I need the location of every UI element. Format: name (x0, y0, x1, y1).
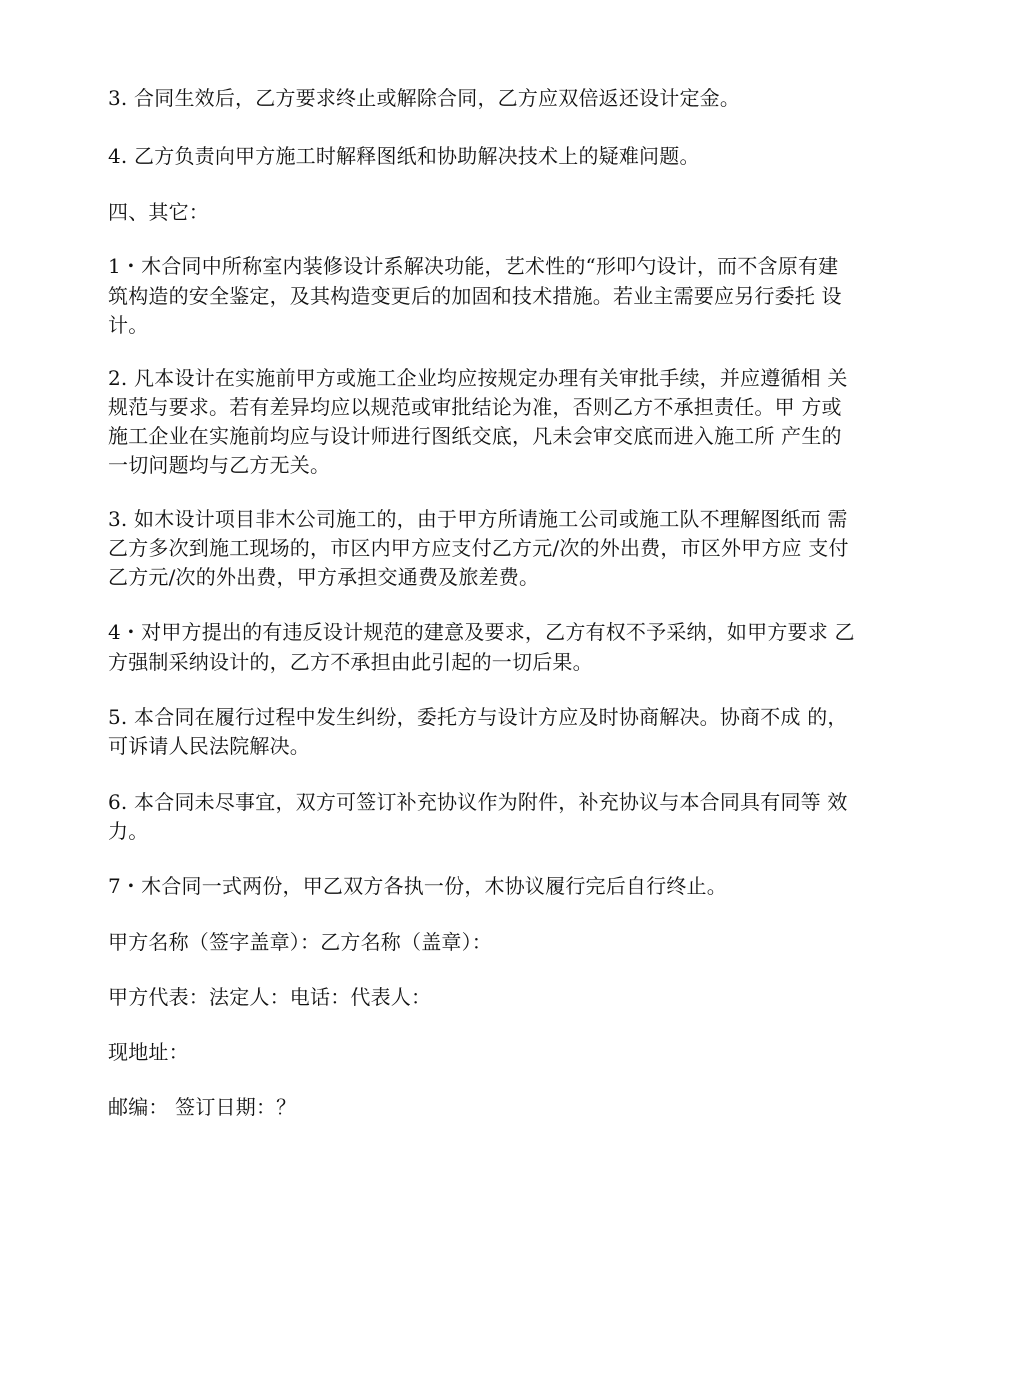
clause-3-line-1: 3. 合同生效后，乙方要求终止或解除合同，乙方应双倍返还设计定金。 (108, 86, 741, 110)
other-clause-2-line-1: 2. 凡本设计在实施前甲方或施工企业均应按规定办理有关审批手续，并应遵循相 关 (108, 366, 848, 390)
other-clause-6-line-1: 6. 本合同未尽事宜，双方可签订补充协议作为附件，补充协议与本合同具有同等 效 (108, 790, 848, 814)
other-clause-2-line-3: 施工企业在实施前均应与设计师进行图纸交底，凡未会审交底而进入施工所 产生的 (108, 424, 842, 448)
signature-names-line: 甲方名称（签字盖章）：乙方名称（盖章）： (108, 930, 492, 954)
other-clause-3-line-2: 乙方多次到施工现场的，市区内甲方应支付乙方元/次的外出费，市区外甲方应 支付 (108, 536, 849, 560)
other-clause-3-line-3: 乙方元/次的外出费，甲方承担交通费及旅差费。 (108, 565, 540, 589)
signature-representatives-line: 甲方代表：法定人：电话：代表人： (108, 985, 432, 1009)
other-clause-1-line-3: 计。 (108, 313, 149, 337)
other-clause-1-line-2: 筑构造的安全鉴定，及其构造变更后的加固和技术措施。若业主需要应另行委托 设 (108, 284, 842, 308)
signature-postcode-date-line: 邮编： 签订日期：？ (108, 1095, 297, 1119)
other-clause-2-line-2: 规范与要求。若有差异均应以规范或审批结论为准，否则乙方不承担责任。甲 方或 (108, 395, 842, 419)
section-heading-other: 四、其它： (108, 200, 209, 224)
other-clause-4-line-1: 4・对甲方提出的有违反设计规范的建意及要求，乙方有权不予采纳，如甲方要求 乙 (108, 620, 855, 644)
other-clause-4-line-2: 方强制采纳设计的，乙方不承担由此引起的一切后果。 (108, 650, 593, 674)
other-clause-7-line-1: 7・木合同一式两份，甲乙双方各执一份，木协议履行完后自行终止。 (108, 874, 727, 898)
clause-4-line-1: 4. 乙方负责向甲方施工时解释图纸和协助解决技术上的疑难问题。 (108, 144, 700, 168)
signature-address-line: 现地址： (108, 1040, 189, 1064)
other-clause-5-line-2: 可诉请人民法院解决。 (108, 734, 310, 758)
other-clause-5-line-1: 5. 本合同在履行过程中发生纠纷，委托方与设计方应及时协商解决。协商不成 的， (108, 705, 848, 729)
other-clause-6-line-2: 力。 (108, 819, 149, 843)
other-clause-1-line-1: 1・木合同中所称室内装修设计系解决功能，艺术性的“形叩勺设计，而不含原有建 (108, 254, 839, 278)
other-clause-2-line-4: 一切问题均与乙方无关。 (108, 453, 331, 477)
other-clause-3-line-1: 3. 如木设计项目非木公司施工的，由于甲方所请施工公司或施工队不理解图纸而 需 (108, 507, 848, 531)
